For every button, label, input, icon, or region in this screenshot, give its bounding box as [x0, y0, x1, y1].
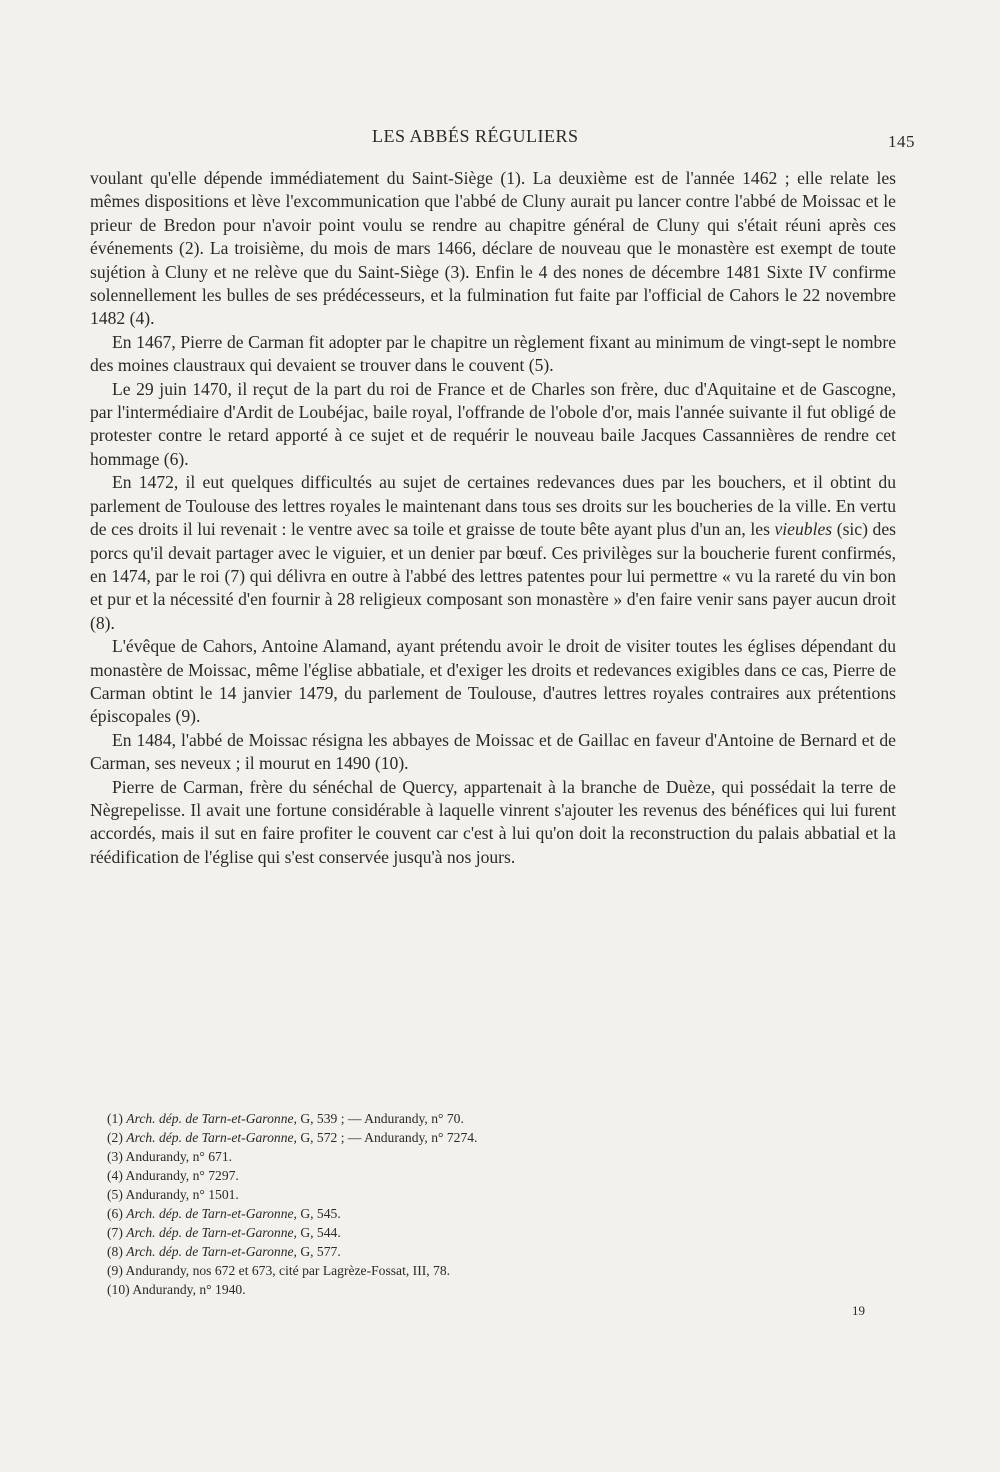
footnote-source: Arch. dép. de Tarn-et-Garonne, — [126, 1225, 297, 1240]
footnote-text: G, 544. — [296, 1225, 341, 1240]
paragraph — [90, 471, 896, 635]
footnote — [107, 1166, 887, 1185]
footnote — [107, 1280, 887, 1299]
running-title: LES ABBÉS RÉGULIERS — [372, 126, 579, 146]
footnote-number: (4) — [107, 1168, 123, 1183]
footnote — [107, 1128, 887, 1147]
footnote-number: (5) — [107, 1187, 123, 1202]
footnote — [107, 1242, 887, 1261]
paragraph: En 1467, Pierre de Carman fit adopter par le chapitre un règlement fixant au minimum de vingt-sept le nombre des moines claustraux qui devaient se trouver dans le couvent (5). — [90, 331, 896, 376]
body-text — [90, 167, 896, 869]
footnote-number: (7) — [107, 1225, 123, 1240]
footnote — [107, 1223, 887, 1242]
footnote-number: (9) — [107, 1263, 123, 1278]
paragraph: Le 29 juin 1470, il reçut de la part du roi de France et de Charles son frère, duc d'Aquitaine et de Gascogne, par l'intermédiaire d'Ardit de Loubéjac, baile royal, l'offrande de l'obole d'or, mais l'année suivante il fut obligé de protester contre le retard apporté à ce sujet et de requérir le nouveau baile Jacques Cassannières de rendre cet hommage (6). — [90, 378, 896, 469]
footnote-number: (3) — [107, 1149, 123, 1164]
italic-term: vieubles — [774, 519, 833, 540]
paragraph: voulant qu'elle dépende immédiatement du Saint-Siège (1). La deuxième est de l'année 1462 ; elle relate les mêmes dispositions et lève l'excommunication que l'abbé de Cluny aurait pu lancer contre l'abbé de Moissac et le prieur de Bredon pour n'avoir point voulu se rendre au chapitre général de Cluny qui s'était réuni après ces événements (2). La troisième, du mois de mars 1466, déclare de nouveau que le monastère est exempt de toute sujétion à Cluny et ne relève que du Saint-Siège (3). Enfin le 4 des nones de décembre 1481 Sixte IV confirme solennellement les bulles de ses prédécesseurs, et la fulmination fut faite par l'official de Cahors le 22 novembre 1482 (4). — [90, 168, 896, 329]
footnote-number: (10) — [107, 1282, 130, 1297]
footnote-text: Andurandy, n° 1940. — [132, 1282, 246, 1297]
footnote-number: (6) — [107, 1206, 123, 1221]
signature-mark: 19 — [852, 1303, 865, 1318]
footnote — [107, 1261, 887, 1280]
paragraph: L'évêque de Cahors, Antoine Alamand, ayant prétendu avoir le droit de visiter toutes les églises dépendant du monastère de Moissac, même l'église abbatiale, et d'exiger les droits et redevances exigibles dans ce cas, Pierre de Carman obtint le 14 janvier 1479, du parlement de Toulouse, d'autres lettres royales contraires aux prétentions épiscopales (9). — [90, 636, 896, 727]
footnote — [107, 1109, 887, 1128]
footnote-number: (8) — [107, 1244, 123, 1259]
footnote-number: (1) — [107, 1111, 123, 1126]
footnotes — [107, 1109, 887, 1299]
footnote-source: Arch. dép. de Tarn-et-Garonne, — [126, 1130, 297, 1145]
paragraph-text: (sic) des porcs qu'il devait partager avec le viguier, et un denier par bœuf. Ces privilèges sur la boucherie furent confirmés, en 1474, par le roi (7) qui délivra en outre à l'abbé des lettres patentes pour lui permettre « vu la rareté du vin bon et pur et la nécessité d'en fournir à 28 religieux composant son monastère » d'en faire venir sans payer aucun droit (8). — [90, 519, 896, 633]
footnote-source: Arch. dép. de Tarn-et-Garonne, — [126, 1244, 297, 1259]
paragraph: Pierre de Carman, frère du sénéchal de Quercy, appartenait à la branche de Duèze, qui possédait la terre de Nègrepelisse. Il avait une fortune considérable à laquelle vinrent s'ajouter les revenus des bénéfices qui lui furent accordés, mais il sut en faire profiter le couvent car c'est à lui qu'on doit la reconstruction du palais abbatial et la réédification de l'église qui s'est conservée jusqu'à nos jours. — [90, 776, 896, 867]
footnote-text: Andurandy, nos 672 et 673, cité par Lagrèze-Fossat, III, 78. — [125, 1263, 451, 1278]
footnote — [107, 1185, 887, 1204]
paragraph-text: En 1472, il eut quelques difficultés au sujet de certaines redevances dues par les bouchers, et il obtint du parlement de Toulouse des lettres royales le maintenant dans tous ses droits sur les boucheries de la ville. En vertu de ces droits il lui revenait : le ventre avec sa toile et graisse de toute bête ayant plus d'un an, les — [90, 472, 896, 540]
footnote-text: Andurandy, n° 671. — [125, 1149, 233, 1164]
footnote-text: G, 545. — [296, 1206, 341, 1221]
footnote — [107, 1147, 887, 1166]
footnote-text: Andurandy, n° 1501. — [125, 1187, 239, 1202]
footnote-number: (2) — [107, 1130, 123, 1145]
footnote — [107, 1204, 887, 1223]
footnote-text: G, 577. — [296, 1244, 341, 1259]
footnote-source: Arch. dép. de Tarn-et-Garonne, — [126, 1111, 297, 1126]
paragraph: En 1484, l'abbé de Moissac résigna les abbayes de Moissac et de Gaillac en faveur d'Antoine de Bernard et de Carman, ses neveux ; il mourut en 1490 (10). — [90, 729, 896, 774]
footnote-text: Andurandy, n° 7297. — [125, 1168, 239, 1183]
footnote-text: G, 572 ; — Andurandy, n° 7274. — [296, 1130, 478, 1145]
footnote-source: Arch. dép. de Tarn-et-Garonne, — [126, 1206, 297, 1221]
page-number: 145 — [888, 132, 915, 151]
footnote-text: G, 539 ; — Andurandy, n° 70. — [296, 1111, 464, 1126]
